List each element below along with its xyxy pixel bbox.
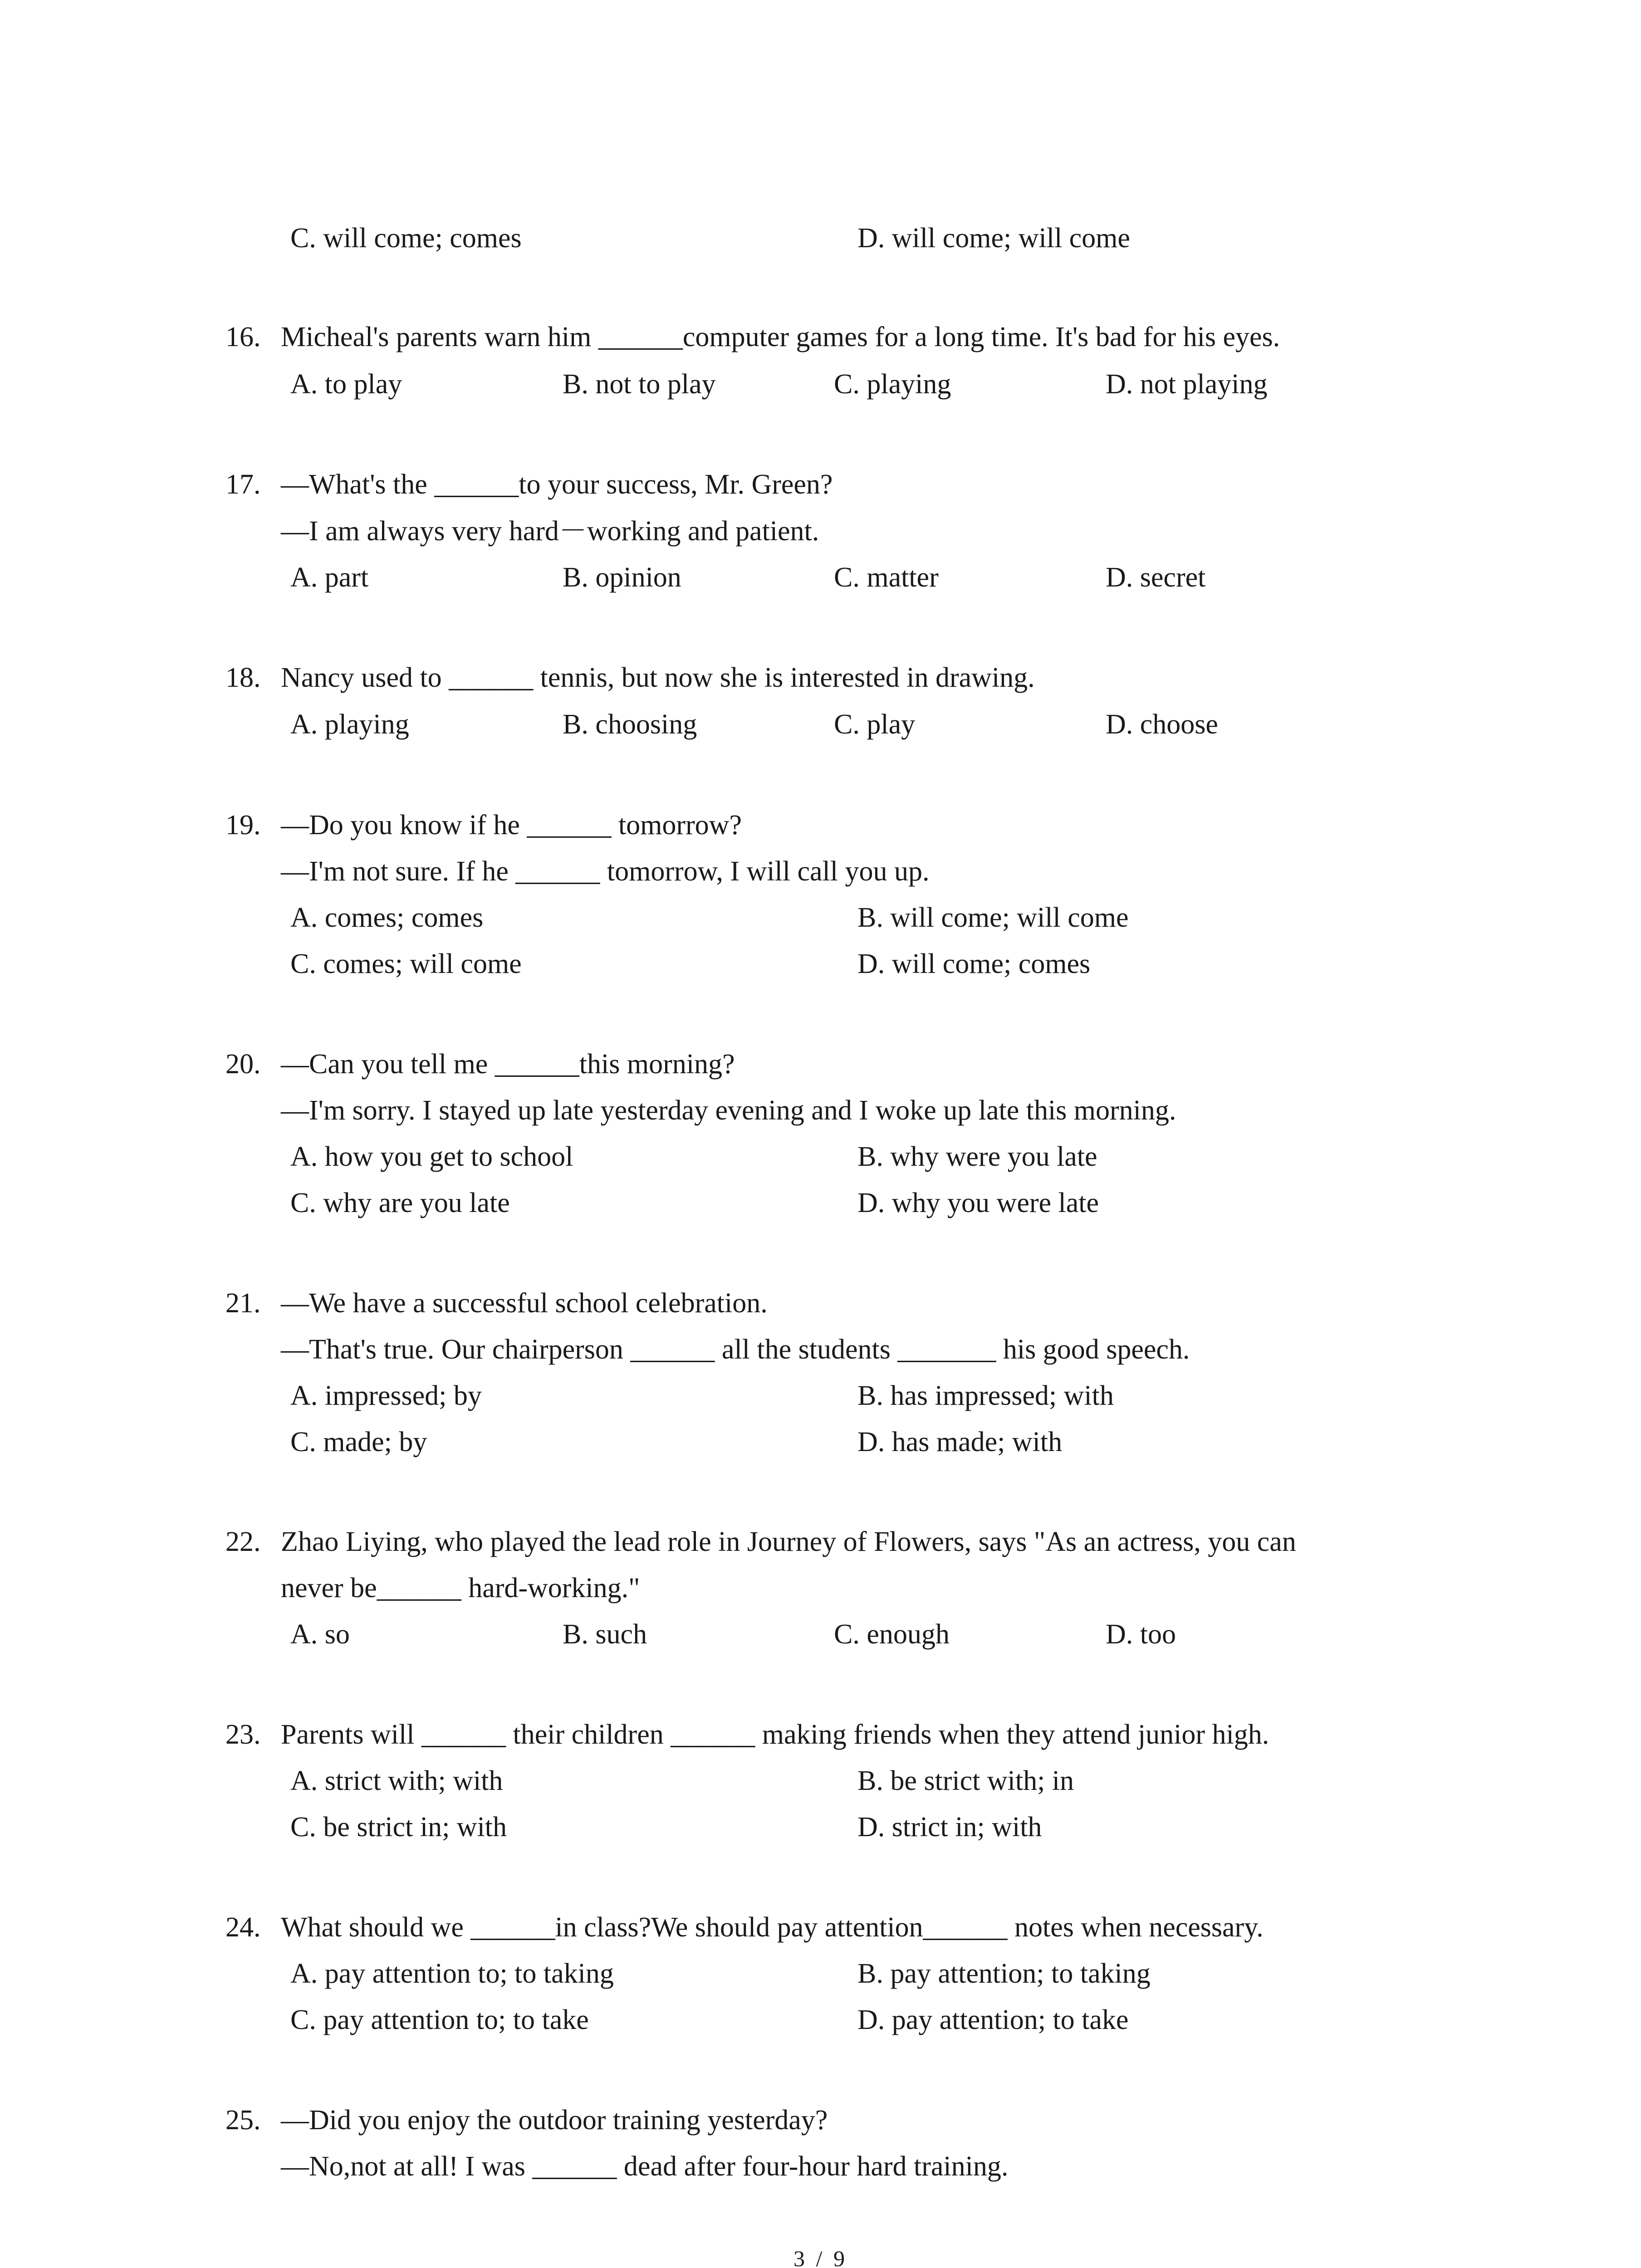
question-number: 18.	[225, 662, 261, 693]
option-b: B. not to play	[563, 369, 716, 400]
option-d: D. not playing	[1106, 369, 1268, 400]
option-d: D. will come; will come	[857, 223, 1130, 254]
question-text: —I am always very hard－working and patient.	[281, 516, 819, 547]
option-d: D. too	[1106, 1619, 1176, 1650]
option-d: D. secret	[1106, 562, 1206, 593]
option-b: B. be strict with; in	[857, 1765, 1074, 1796]
option-b: B. has impressed; with	[857, 1380, 1114, 1411]
option-a: A. strict with; with	[290, 1765, 503, 1796]
question-number: 22.	[225, 1526, 261, 1557]
option-b: B. choosing	[563, 709, 697, 740]
question-number: 21.	[225, 1288, 261, 1319]
option-a: A. part	[290, 562, 369, 593]
option-c: C. comes; will come	[290, 948, 522, 979]
question-text: —We have a successful school celebration.	[281, 1288, 768, 1319]
question-text: Nancy used to ______ tennis, but now she is interested in drawing.	[281, 662, 1035, 693]
option-c: C. playing	[834, 369, 951, 400]
question-text: —Do you know if he ______ tomorrow?	[281, 810, 742, 841]
option-c: C. enough	[834, 1619, 950, 1650]
question-text: —No,not at all! I was ______ dead after four-hour hard training.	[281, 2151, 1009, 2182]
option-d: D. will come; comes	[857, 948, 1091, 979]
option-c: C. matter	[834, 562, 939, 593]
option-a: A. playing	[290, 709, 409, 740]
option-a: A. pay attention to; to taking	[290, 1958, 614, 1989]
option-d: D. why you were late	[857, 1188, 1099, 1218]
question-text: never be______ hard-working."	[281, 1573, 640, 1603]
question-number: 17.	[225, 469, 261, 500]
option-a: A. so	[290, 1619, 350, 1650]
option-b: B. pay attention; to taking	[857, 1958, 1151, 1989]
option-c: C. why are you late	[290, 1188, 510, 1218]
question-text: —What's the ______to your success, Mr. Green?	[281, 469, 833, 500]
question-text: —I'm not sure. If he ______ tomorrow, I will call you up.	[281, 856, 930, 887]
option-d: D. strict in; with	[857, 1812, 1042, 1843]
question-text: What should we ______in class?We should pay attention______ notes when necessary.	[281, 1912, 1264, 1943]
option-b: B. why were you late	[857, 1141, 1097, 1172]
question-text: —That's true. Our chairperson ______ all the students _______ his good speech.	[281, 1334, 1190, 1365]
option-b: B. such	[563, 1619, 647, 1650]
option-a: A. comes; comes	[290, 902, 484, 933]
option-a: A. impressed; by	[290, 1380, 482, 1411]
question-text: Zhao Liying, who played the lead role in Journey of Flowers, says "As an actress, you can	[281, 1526, 1296, 1557]
option-c: C. made; by	[290, 1427, 427, 1457]
question-text: —I'm sorry. I stayed up late yesterday evening and I woke up late this morning.	[281, 1095, 1176, 1126]
option-d: D. choose	[1106, 709, 1218, 740]
question-text: —Can you tell me ______this morning?	[281, 1049, 735, 1080]
option-c: C. be strict in; with	[290, 1812, 507, 1843]
question-number: 20.	[225, 1049, 261, 1080]
question-number: 23.	[225, 1719, 261, 1750]
question-number: 25.	[225, 2105, 261, 2136]
page-number: 3 / 9	[794, 2246, 847, 2268]
option-a: A. to play	[290, 369, 402, 400]
option-b: B. will come; will come	[857, 902, 1129, 933]
option-c: C. play	[834, 709, 916, 740]
option-c: C. will come; comes	[290, 223, 522, 254]
question-number: 16.	[225, 322, 261, 352]
option-d: D. pay attention; to take	[857, 2004, 1129, 2035]
option-d: D. has made; with	[857, 1427, 1063, 1457]
question-text: Parents will ______ their children ______ making friends when they attend junior high.	[281, 1719, 1269, 1750]
question-text: Micheal's parents warn him ______computer games for a long time. It's bad for his eyes.	[281, 322, 1280, 352]
option-b: B. opinion	[563, 562, 681, 593]
question-number: 24.	[225, 1912, 261, 1943]
option-a: A. how you get to school	[290, 1141, 573, 1172]
question-text: —Did you enjoy the outdoor training yesterday?	[281, 2105, 828, 2136]
question-number: 19.	[225, 810, 261, 841]
option-c: C. pay attention to; to take	[290, 2004, 589, 2035]
